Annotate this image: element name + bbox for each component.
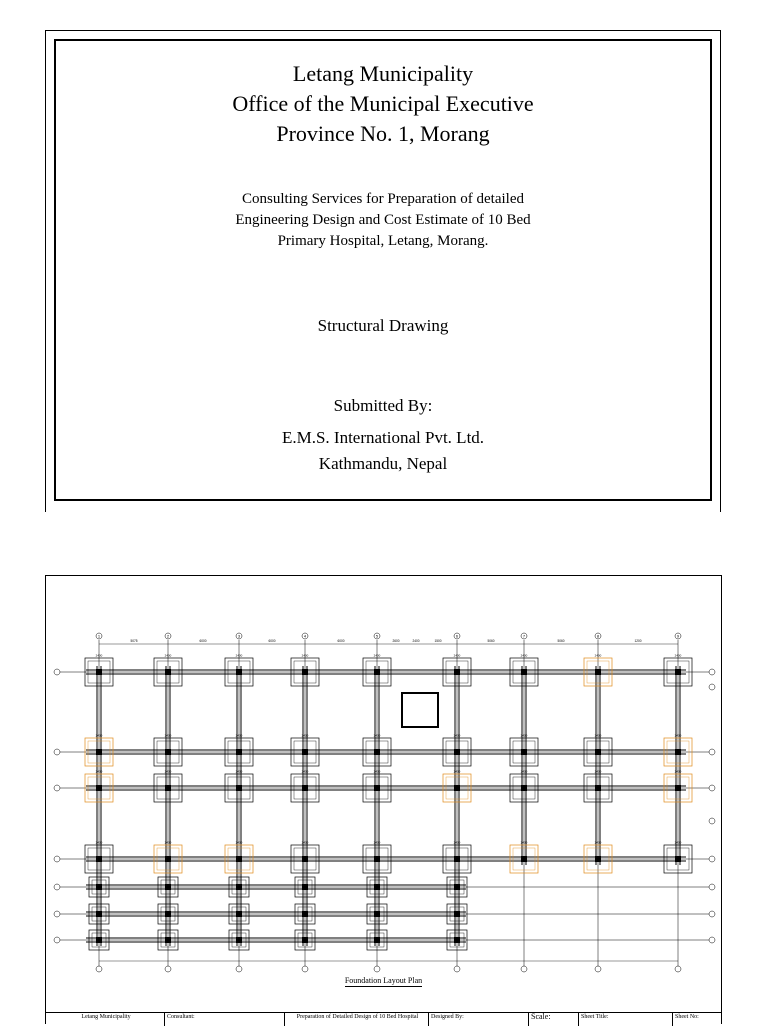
footing-label: 2400 <box>164 653 172 658</box>
grid-bubble-right <box>709 785 715 791</box>
column <box>675 669 681 675</box>
grid-bubble-left <box>54 669 60 675</box>
province-title: Province No. 1, Morang <box>276 121 490 146</box>
column <box>454 749 460 755</box>
plan-title: Foundation Layout Plan <box>344 976 423 985</box>
company-location: Kathmandu, Nepal <box>318 454 448 473</box>
column <box>302 785 308 791</box>
footing-label: 2400 <box>235 769 243 774</box>
grid-label-x: 4 <box>303 633 307 639</box>
footing-label: 2400 <box>164 840 172 845</box>
column <box>165 785 171 791</box>
footing-label: 2400 <box>594 733 602 738</box>
grid-bubble-right <box>709 818 715 824</box>
column <box>302 911 308 917</box>
drawing-type: Structural Drawing <box>317 316 449 335</box>
footing-label: 2400 <box>373 733 381 738</box>
grid-bubble-left <box>54 884 60 890</box>
grid-bubble-bottom <box>454 966 460 972</box>
footing-label: 2400 <box>301 769 309 774</box>
column <box>302 669 308 675</box>
footing-label: 2400 <box>594 840 602 845</box>
grid-bubble-right <box>709 911 715 917</box>
project-line-2: Engineering Design and Cost Estimate of 10 Bed <box>235 212 531 228</box>
column <box>595 856 601 862</box>
column <box>595 749 601 755</box>
dimension-labels <box>99 639 678 961</box>
footing-label: 2400 <box>453 733 461 738</box>
footing-label: 2400 <box>164 733 172 738</box>
cover-sheet <box>45 30 721 512</box>
footing-label: 2400 <box>95 840 103 845</box>
tb-client: Letang Municipality <box>81 1014 131 1020</box>
footing-label: 2400 <box>674 769 682 774</box>
column <box>374 749 380 755</box>
column <box>165 856 171 862</box>
tb-sheet-no: Sheet No: <box>672 1013 721 1026</box>
submitted-by-label: Submitted By: <box>333 396 433 415</box>
column <box>165 937 171 943</box>
grid-bubble-left <box>54 785 60 791</box>
column <box>96 884 102 890</box>
bay-dimension: 6000 <box>337 639 345 643</box>
column <box>96 911 102 917</box>
foundation-plan <box>46 576 721 1012</box>
footing-label: 2400 <box>520 769 528 774</box>
footing-label: 2400 <box>95 769 103 774</box>
grid-bubble-bottom <box>675 966 681 972</box>
column <box>236 884 242 890</box>
column <box>595 785 601 791</box>
grid-label-x: 6 <box>455 633 459 639</box>
column <box>302 749 308 755</box>
column <box>302 937 308 943</box>
tb-project: Preparation of Detailed Design of 10 Bed Hospital <box>284 1013 428 1026</box>
footing-label: 2400 <box>373 653 381 658</box>
footing-label: 2400 <box>235 733 243 738</box>
column <box>675 785 681 791</box>
bay-dimension: 2400 <box>412 639 420 643</box>
stair-core <box>402 693 438 727</box>
column <box>236 911 242 917</box>
column <box>96 785 102 791</box>
column <box>374 785 380 791</box>
bay-dimension: 5075 <box>130 639 138 643</box>
drawing-sheet <box>45 575 722 1024</box>
column <box>675 749 681 755</box>
column <box>675 856 681 862</box>
footing-label: 2400 <box>453 840 461 845</box>
column <box>302 856 308 862</box>
column <box>374 856 380 862</box>
tb-consultant: Consultant: <box>164 1013 284 1026</box>
grid-bubble-bottom <box>165 966 171 972</box>
cover-frame <box>54 39 712 501</box>
grid-label-x: 8 <box>596 633 600 639</box>
footing-label: 2400 <box>674 733 682 738</box>
column <box>374 937 380 943</box>
grid-bubble-bottom <box>374 966 380 972</box>
column <box>236 937 242 943</box>
grid-bubble-left <box>54 856 60 862</box>
footing-label: 2400 <box>95 653 103 658</box>
bay-dimension: 5060 <box>487 639 495 643</box>
column <box>96 749 102 755</box>
footing-label: 2400 <box>594 653 602 658</box>
grid-bubble-left <box>54 911 60 917</box>
grid-bubble-bottom <box>236 966 242 972</box>
project-line-3: Primary Hospital, Letang, Morang. <box>277 233 489 249</box>
column <box>454 884 460 890</box>
column <box>454 937 460 943</box>
grid-label-x: 2 <box>166 633 170 639</box>
footing-label: 2400 <box>674 840 682 845</box>
column <box>96 669 102 675</box>
column <box>96 856 102 862</box>
column <box>521 749 527 755</box>
footing-label: 2400 <box>520 653 528 658</box>
office-title: Office of the Municipal Executive <box>232 91 534 116</box>
footing-label: 2400 <box>235 840 243 845</box>
column <box>165 884 171 890</box>
footing-label: 2400 <box>520 840 528 845</box>
bay-dimension: 1200 <box>634 639 642 643</box>
grid-lines <box>60 640 711 966</box>
column <box>521 785 527 791</box>
column <box>521 669 527 675</box>
footing-label: 2400 <box>453 653 461 658</box>
column <box>165 669 171 675</box>
footing-label: 2400 <box>164 769 172 774</box>
footing-label: 2400 <box>453 769 461 774</box>
column <box>302 884 308 890</box>
column <box>236 856 242 862</box>
grid-bubble-left <box>54 749 60 755</box>
footing-label: 2400 <box>301 733 309 738</box>
grid-bubble-bottom <box>96 966 102 972</box>
grid-label-x: 3 <box>237 633 241 639</box>
grid-bubble-left <box>54 937 60 943</box>
footing-label: 2400 <box>594 769 602 774</box>
municipality-title: Letang Municipality <box>292 61 474 86</box>
tb-sheet-title: Sheet Title: <box>578 1013 672 1026</box>
footing-label: 2400 <box>301 653 309 658</box>
bay-dimension: 5060 <box>557 639 565 643</box>
grid-bubble-bottom <box>595 966 601 972</box>
column <box>595 669 601 675</box>
column <box>521 856 527 862</box>
bay-dimension: 6000 <box>199 639 207 643</box>
grid-bubble-right <box>709 669 715 675</box>
footing-label: 2400 <box>235 653 243 658</box>
grid-bubble-right <box>709 856 715 862</box>
company-name: E.M.S. International Pvt. Ltd. <box>281 428 485 447</box>
column <box>165 911 171 917</box>
grid-bubble-right <box>709 937 715 943</box>
footing-label: 2400 <box>373 840 381 845</box>
grid-label-x: 5 <box>375 633 379 639</box>
footing-label: 2400 <box>373 769 381 774</box>
footing-label: 2400 <box>301 840 309 845</box>
column <box>374 911 380 917</box>
column <box>236 785 242 791</box>
column <box>236 669 242 675</box>
column <box>454 669 460 675</box>
grid-label-x: 7 <box>522 633 526 639</box>
grid-label-x: 9 <box>676 633 680 639</box>
grid-bubble-right <box>709 884 715 890</box>
column <box>96 937 102 943</box>
footing-label: 2400 <box>95 733 103 738</box>
footing-label: 2400 <box>674 653 682 658</box>
grid-bubble-bottom <box>302 966 308 972</box>
column <box>454 911 460 917</box>
tb-designed-by: Designed By: <box>428 1013 528 1026</box>
column <box>454 785 460 791</box>
footing-label: 2400 <box>520 733 528 738</box>
column <box>374 669 380 675</box>
grid-label-x: 1 <box>97 633 101 639</box>
column <box>236 749 242 755</box>
project-line-1: Consulting Services for Preparation of detailed <box>241 191 524 207</box>
grid-bubble-right <box>709 749 715 755</box>
column <box>374 884 380 890</box>
tb-scale: Scale: <box>528 1013 578 1026</box>
bay-dimension: 1500 <box>434 639 442 643</box>
column <box>454 856 460 862</box>
footings <box>85 654 692 951</box>
bay-dimension: 2600 <box>392 639 400 643</box>
bay-dimension: 6000 <box>268 639 276 643</box>
grid-bubble-bottom <box>521 966 527 972</box>
grid-bubbles <box>54 633 715 972</box>
grid-bubble-right <box>709 684 715 690</box>
column <box>165 749 171 755</box>
